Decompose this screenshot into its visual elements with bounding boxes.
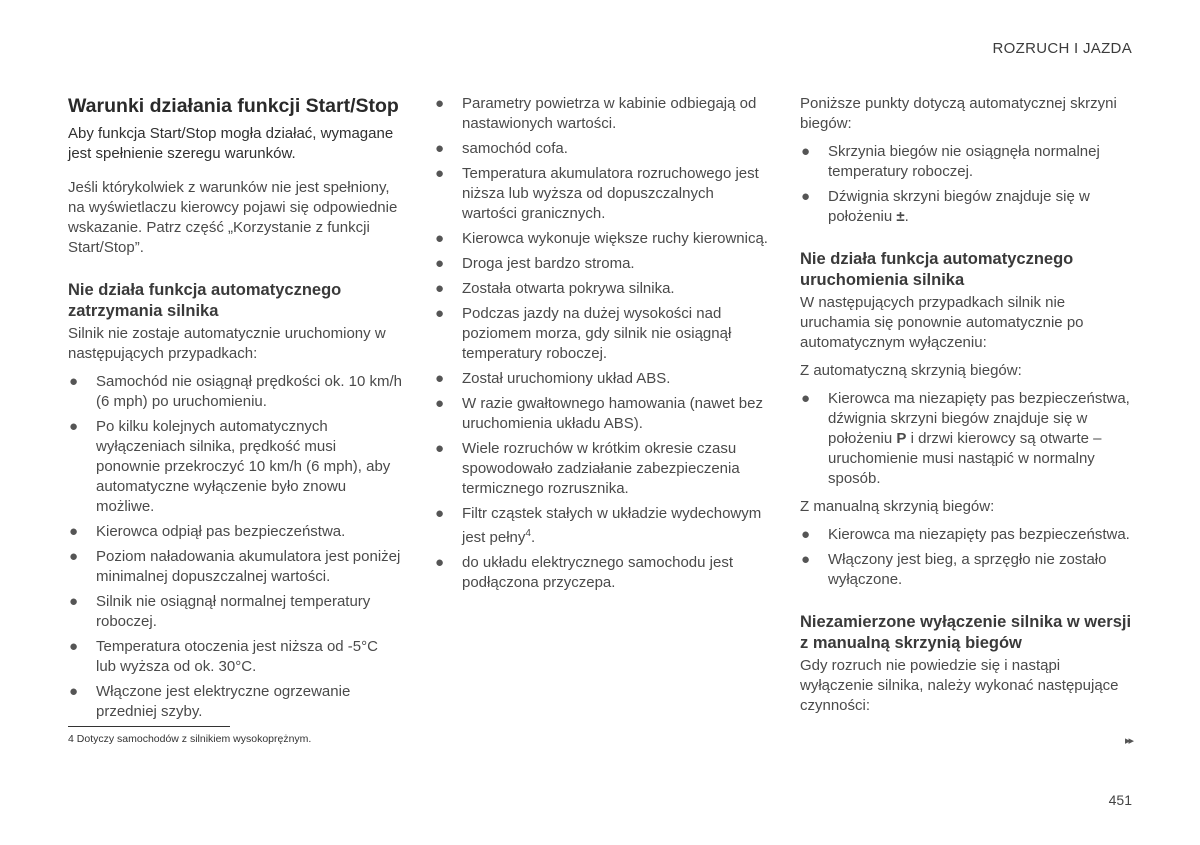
bullet-icon: ●: [69, 548, 79, 565]
list-item: ● Kierowca odpiął pas bezpieczeństwa.: [69, 523, 346, 540]
info-paragraph: Jeśli którykolwiek z warunków nie jest spełniony, na wyświetlaczu kierowcy pojawi się odpowiednie wskazanie. Patrz część „Korzystanie z funkcji Start/Stop”.: [68, 179, 398, 256]
bullet-icon: ●: [435, 140, 445, 157]
bullet-icon: ●: [435, 370, 445, 387]
subheading-auto-start: Nie działa funkcja automatycznego uruchomienia silnika: [800, 250, 1074, 289]
list-item: ● Został uruchomiony układ ABS.: [435, 370, 671, 387]
bullet-icon: ●: [435, 395, 445, 412]
list-item: ● Temperatura otoczenia jest niższa od -5°C lub wyższa od ok. 30°C.: [69, 638, 378, 675]
list-item: ● Podczas jazdy na dużej wysokości nad poziomem morza, gdy silnik nie osiągnął temperatury roboczej.: [435, 305, 732, 362]
continue-arrows-icon: ▸▸: [1124, 735, 1132, 747]
bullet-icon: ●: [801, 526, 811, 543]
lead-paragraph: Silnik nie zostaje automatycznie uruchomiony w następujących przypadkach:: [68, 325, 386, 362]
auto-gearbox-label: Z automatyczną skrzynią biegów:: [800, 362, 1022, 379]
list-item: ● Została otwarta pokrywa silnika.: [435, 280, 675, 297]
bullet-icon: ●: [801, 390, 811, 407]
list-item: ● Po kilku kolejnych automatycznych wyłączeniach silnika, prędkość musi ponownie przekroczyć 10 km/h (6 mph), aby automatyczne wyłączenie było znowu możliwe.: [69, 418, 391, 515]
list-item: ● W razie gwałtownego hamowania (nawet bez uruchomienia układu ABS).: [435, 395, 763, 432]
gear-p-symbol: P: [896, 430, 907, 447]
conditions-list-1: [68, 372, 402, 722]
auto-gearbox-list: [800, 142, 1132, 227]
footnote-divider: [68, 726, 230, 727]
list-item: ● do układu elektrycznego samochodu jest podłączona przyczepa.: [435, 554, 733, 591]
manual-gearbox-label: Z manualną skrzynią biegów:: [800, 498, 995, 515]
bullet-icon: ●: [435, 305, 445, 322]
paragraph: W następujących przypadkach silnik nie uruchamia się ponownie automatycznie po automatycznym wyłączeniu:: [800, 294, 1084, 351]
list-item: ● Temperatura akumulatora rozruchowego jest niższa lub wyższa od dopuszczalnych wartości granicznych.: [435, 165, 759, 222]
chapter-header: ROZRUCH I JAZDA: [992, 40, 1132, 57]
conditions-list-2: [434, 94, 770, 593]
section-title: Warunki działania funkcji Start/Stop: [68, 95, 399, 117]
bullet-icon: ●: [435, 554, 445, 571]
manual-start-list: [800, 525, 1132, 590]
lead-paragraph: Poniższe punkty dotyczą automatycznej skrzyni biegów:: [800, 95, 1117, 132]
bullet-icon: ●: [69, 593, 79, 610]
bullet-icon: ●: [69, 373, 79, 390]
list-item: ● Filtr cząstek stałych w układzie wydechowym jest pełny$^4$.: [435, 505, 762, 546]
bullet-icon: ●: [435, 255, 445, 272]
subheading-auto-stop: Nie działa funkcja automatycznego zatrzymania silnika: [68, 281, 342, 320]
bullet-icon: ●: [435, 230, 445, 247]
list-item: ● Droga jest bardzo stroma.: [435, 255, 635, 272]
bullet-icon: ●: [435, 280, 445, 297]
bullet-icon: ●: [435, 440, 445, 457]
bullet-icon: ●: [435, 165, 445, 182]
list-item: ● Wiele rozruchów w krótkim okresie czasu spowodowało zadziałanie zabezpieczenia termicznego rozrusznika.: [435, 440, 740, 497]
bullet-icon: ●: [69, 418, 79, 435]
list-item: ● Włączony jest bieg, a sprzęgło nie zostało wyłączone.: [801, 551, 1107, 588]
list-item: ● Poziom naładowania akumulatora jest poniżej minimalnej dopuszczalnej wartości.: [69, 548, 401, 585]
column-middle: [434, 94, 770, 601]
paragraph: Gdy rozruch nie powiedzie się i nastąpi wyłączenie silnika, należy wykonać następujące czynności:: [800, 657, 1119, 714]
list-item: ● Parametry powietrza w kabinie odbiegają od nastawionych wartości.: [435, 95, 757, 132]
bullet-icon: ●: [69, 683, 79, 700]
list-item: ● Kierowca ma niezapięty pas bezpieczeństwa, dźwignia skrzyni biegów znajduje się w położeniu P i drzwi kierowcy są otwarte – uruchomienie musi nastąpić w normalny sposób.: [801, 390, 1130, 487]
footnote: 4 Dotyczy samochodów z silnikiem wysokoprężnym.: [68, 733, 312, 745]
page-number: 451: [1108, 792, 1132, 808]
list-item: ● samochód cofa.: [435, 140, 568, 157]
footnote-ref: 4: [525, 528, 531, 539]
bullet-icon: ●: [435, 95, 445, 112]
bullet-icon: ●: [801, 188, 811, 205]
auto-start-list: [800, 389, 1132, 489]
bullet-icon: ●: [69, 523, 79, 540]
bullet-icon: ●: [801, 551, 811, 568]
list-item: ● Kierowca wykonuje większe ruchy kierownicą.: [435, 230, 768, 247]
list-item: ● Włączone jest elektryczne ogrzewanie przedniej szyby.: [69, 683, 351, 720]
list-item: ● Skrzynia biegów nie osiągnęła normalnej temperatury roboczej.: [801, 143, 1100, 180]
list-item: ● Silnik nie osiągnął normalnej temperatury roboczej.: [69, 593, 371, 630]
bullet-icon: ●: [69, 638, 79, 655]
subheading-unintended-stop: Niezamierzone wyłączenie silnika w wersji z manualną skrzynią biegów: [800, 613, 1132, 652]
gear-symbol: ±: [896, 208, 905, 225]
list-item: ● Kierowca ma niezapięty pas bezpieczeństwa.: [801, 526, 1130, 543]
list-item: ● Samochód nie osiągnął prędkości ok. 10 km/h (6 mph) po uruchomieniu.: [69, 373, 403, 410]
intro-text: Aby funkcja Start/Stop mogła działać, wymagane jest spełnienie szeregu warunków.: [68, 125, 394, 162]
column-right: [800, 94, 1132, 724]
column-left: [68, 94, 402, 730]
bullet-icon: ●: [435, 505, 445, 522]
list-item: ● Dźwignia skrzyni biegów znajduje się w położeniu ±.: [801, 188, 1090, 225]
bullet-icon: ●: [801, 143, 811, 160]
